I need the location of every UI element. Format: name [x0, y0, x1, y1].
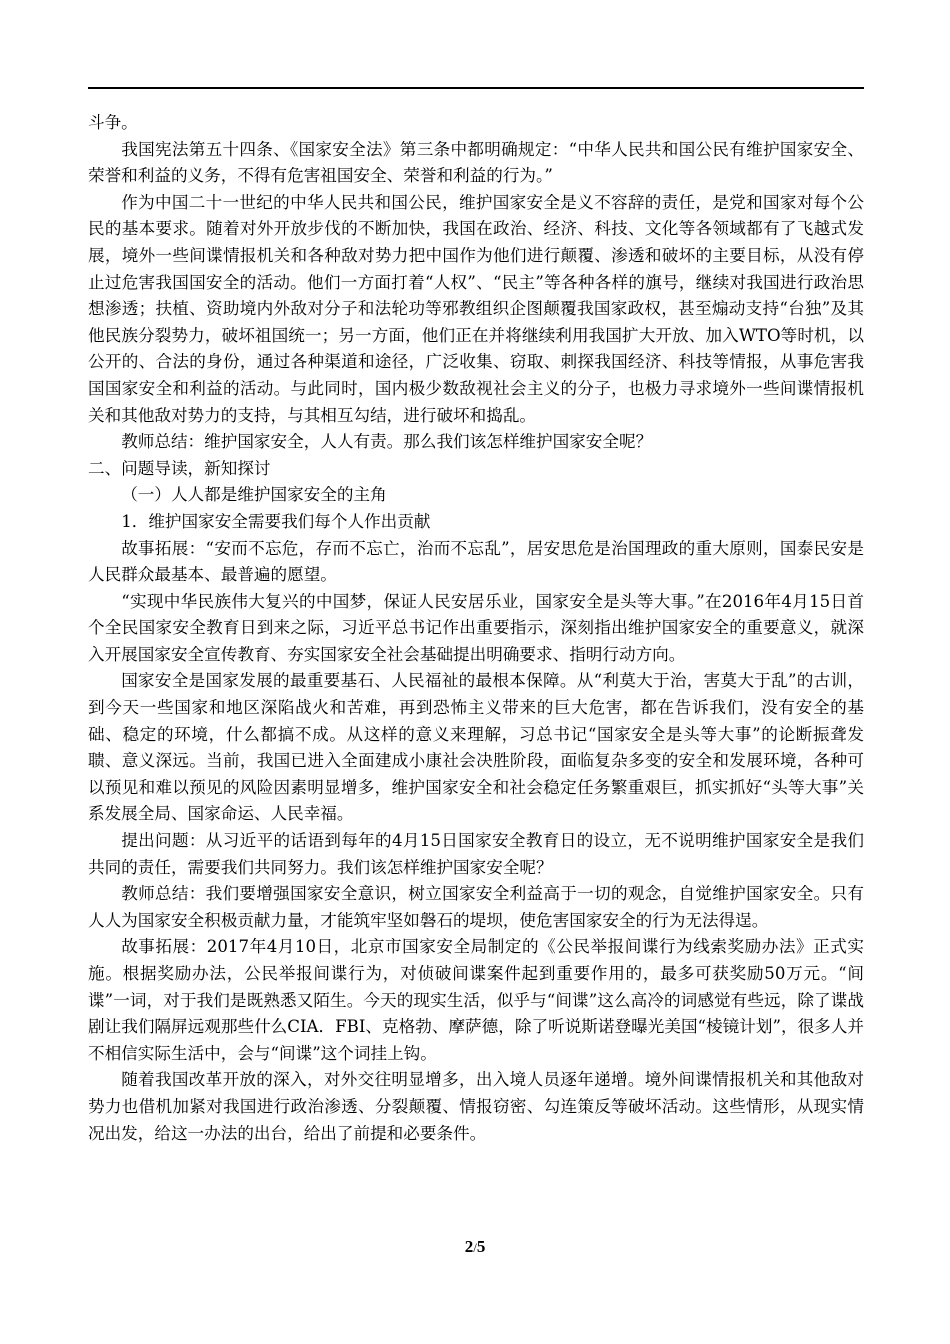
paragraph-constitution: 我国宪法第五十四条、《国家安全法》第三条中都明确规定：“中华人民共和国公民有维护国家安全、荣誉和利益的义务，不得有危害祖国安全、荣誉和利益的行为。”: [88, 139, 864, 186]
current-page-number: 2: [464, 1237, 474, 1256]
page-separator: /: [473, 1240, 477, 1255]
paragraph-security-cornerstone: 国家安全是国家发展的最重要基石、人民福祉的最根本保障。从“利莫大于治，害莫大于乱”的古训，到今天一些国家和地区深陷战火和苦难，再到恐怖主义带来的巨大危害，都在告诉我们，没有安全的基础、稳定的环境，什么都搞不成。从这样的意义来理解，习总书记“国家安全是头等大事”的论断振聋发聩、意义深远。当前，我国已进入全面建成小康社会决胜阶段，面临复杂多变的安全和发展环境，各种可以预见和难以预见的风险因素明显增多，维护国家安全和社会稳定任务繁重艰巨，抓实抓好“头等大事”关系发展全局、国家命运、人民幸福。: [88, 671, 864, 824]
section-heading-2: 二、问题导读，新知探讨: [88, 458, 271, 478]
paragraph-teacher-summary-1: 教师总结：维护国家安全，人人有责。那么我们该怎样维护国家安全呢？: [121, 432, 653, 452]
paragraph-continuation: 斗争。: [88, 113, 138, 132]
subsection-heading-1: （一）人人都是维护国家安全的主角: [121, 485, 387, 505]
paragraph-teacher-summary-2: 教师总结：我们要增强国家安全意识，树立国家安全利益高于一切的观念，自觉维护国家安全。只有人人为国家安全积极贡献力量，才能筑牢坚如磐石的堤坝，使危害国家安全的行为无法得逞。: [88, 884, 864, 930]
paragraph-reform-opening: 随着我国改革开放的深入，对外交往明显增多，出入境人员逐年递增。境外间谍情报机关和其他敌对势力也借机加紧对我国进行政治渗透、分裂颠覆、情报窃密、勾连策反等破坏活动。这些情形，从现实情况出发，给这一办法的出台，给出了前提和必要条件。: [88, 1070, 864, 1143]
paragraph-story-1: 故事拓展：“安而不忘危，存而不忘亡，治而不忘乱”，居安思危是治国理政的重大原则，国泰民安是人民群众最基本、最普遍的愿望。: [88, 538, 864, 585]
page-number: [0, 1236, 950, 1259]
paragraph-chinese-dream: “实现中华民族伟大复兴的中国梦，保证人民安居乐业，国家安全是头等大事。”在2016年4月15日首个全民国家安全教育日到来之际，习近平总书记作出重要指示，深刻指出维护国家安全的重要意义，就深入开展国家安全宣传教育、夯实国家安全社会基础提出明确要求、指明行动方向。: [88, 591, 864, 664]
point-heading-1: 1．维护国家安全需要我们每个人作出贡献: [121, 511, 431, 531]
paragraph-story-2: 故事拓展：2017年4月10日，北京市国家安全局制定的《公民举报间谍行为线索奖励办法》正式实施。根据奖励办法，公民举报间谍行为，对侦破间谍案件起到重要作用的，最多可获奖励50万元。“间谍”一词，对于我们是既熟悉又陌生。今天的现实生活，似乎与“间谍”这么高冷的词感觉有些远，除了谍战剧让我们隔屏远观那些什么CIA．FBI、克格勃、摩萨德，除了听说斯诺登曝光美国“棱镜计划”，很多人并不相信实际生活中，会与“间谍”这个词挂上钩。: [88, 937, 864, 1063]
total-pages-number: 5: [476, 1237, 486, 1256]
document-body: [88, 110, 864, 1147]
paragraph-citizen-duty: 作为中国二十一世纪的中华人民共和国公民，维护国家安全是义不容辞的责任，是党和国家对每个公民的基本要求。随着对外开放步伐的不断加快，我国在政治、经济、科技、文化等各领域都有了飞越式发展，境外一些间谍情报机关和各种敌对势力把中国作为他们进行颠覆、渗透和破坏的主要目标，从没有停止过危害我国国安全的活动。他们一方面打着“人权”、“民主”等各种各样的旗号，继续对我国进行政治思想渗透；扶植、资助境内外敌对分子和法轮功等邪教组织企图颠覆我国家政权，甚至煽动支持“台独”及其他民族分裂势力，破坏祖国统一；另一方面，他们正在并将继续利用我国扩大开放、加入WTO等时机，以公开的、合法的身份，通过各种渠道和途径，广泛收集、窃取、刺探我国经济、科技等情报，从事危害我国国家安全和利益的活动。与此同时，国内极少数敌视社会主义的分子，也极力寻求境外一些间谍情报机关和其他敌对势力的支持，与其相互勾结，进行破坏和捣乱。: [88, 192, 864, 425]
header-rule: [88, 87, 864, 89]
paragraph-question: 提出问题：从习近平的话语到每年的4月15日国家安全教育日的设立，无不说明维护国家安全是我们共同的责任，需要我们共同努力。我们该怎样维护国家安全呢？: [88, 831, 864, 877]
